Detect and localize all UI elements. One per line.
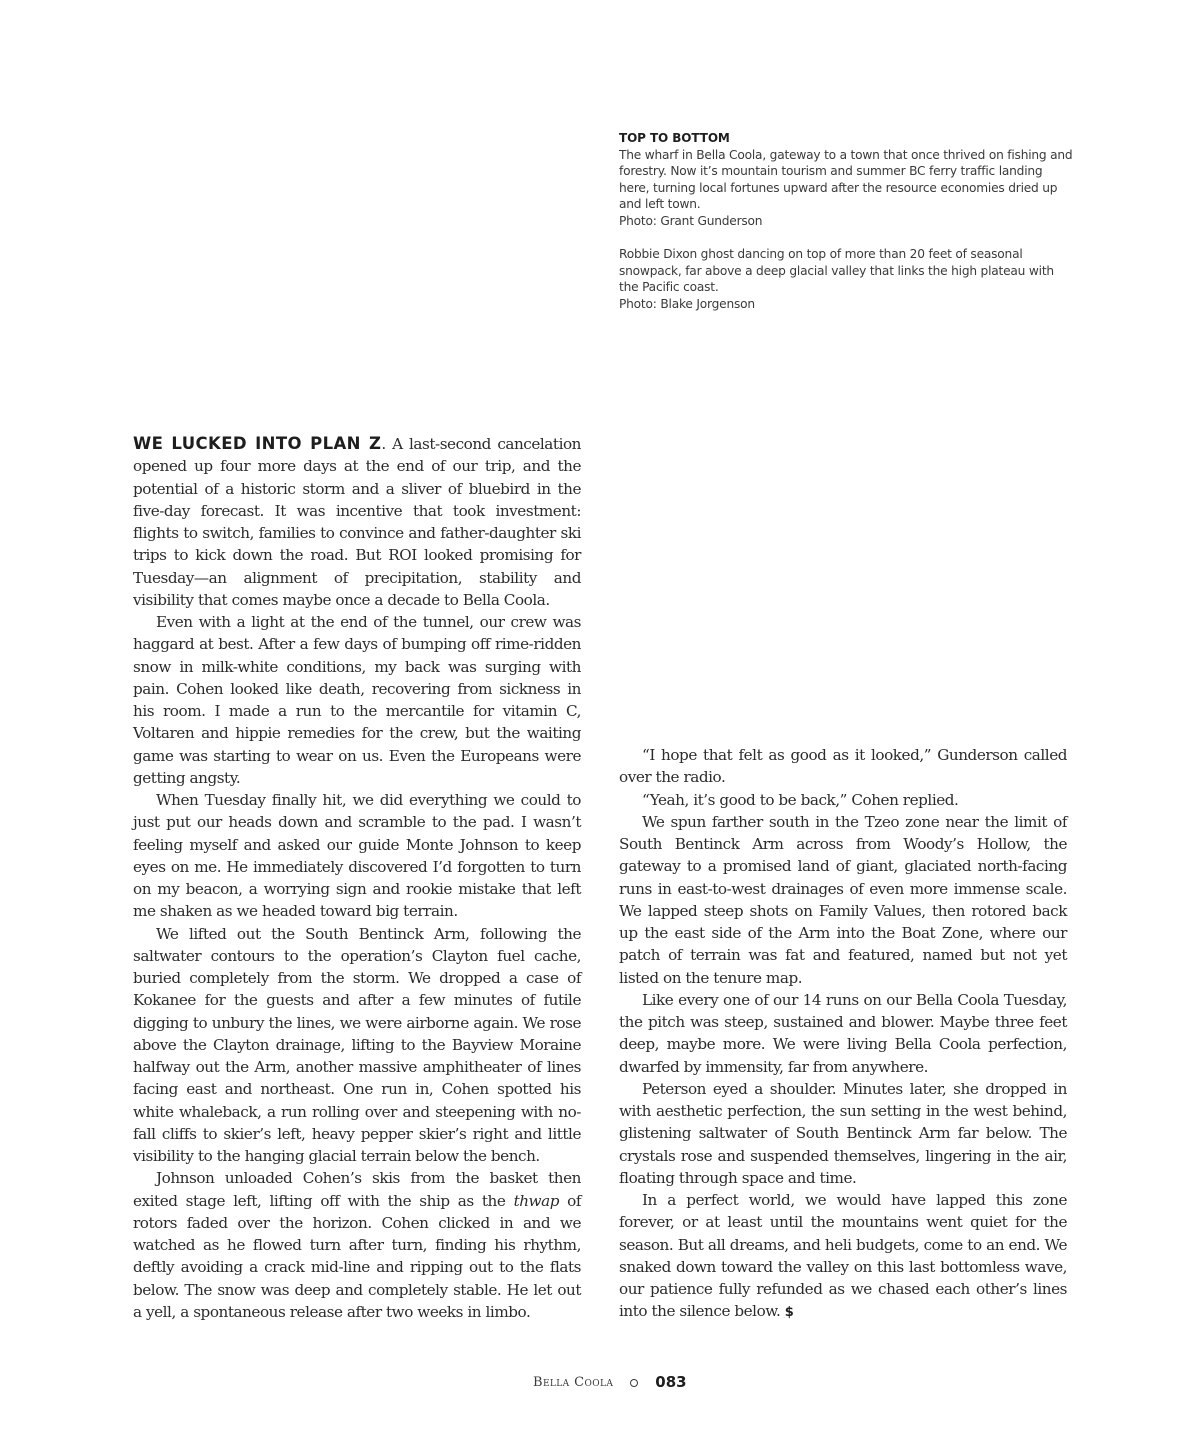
article-paragraph: [133, 433, 581, 611]
page-footer: [533, 1370, 687, 1394]
caption-heading: TOP TO BOTTOM: [619, 131, 730, 145]
paragraph-text: . A last-second cancelation opened up four more days at the end of our trip, and the potential of a historic storm and a sliver of bluebird in the five-day forecast. It was incentive that took investment: flights to switch, families to convince and father-daughter ski trips to kick down the road. But ROI looked promising for Tuesday—an alignment of precipitation, stability and visibility that comes maybe once a decade to Bella Coola.: [133, 435, 582, 609]
article-paragraph: Peterson eyed a shoulder. Minutes later, she dropped in with aesthetic perfection, the sun setting in the west behind, glistening saltwater of South Bentinck Arm far below. The crystals rose and suspended themselves, lingering in the air, floating through space and time.: [619, 1079, 1067, 1187]
article-paragraph: “Yeah, it’s good to be back,” Cohen replied.: [642, 790, 959, 809]
photo-credit: Photo: Blake Jorgenson: [619, 296, 755, 311]
article-paragraph: We lifted out the South Bentinck Arm, following the saltwater contours to the operation’s Clayton fuel cache, buried completely from the storm. We dropped a case of Kokanee for the guests and after a few minutes of futile digging to unbury the lines, we were airborne again. We rose above the Clayton drainage, lifting to the Bayview Moraine halfway out the Arm, another massive amphitheater of lines facing east and northeast. One run in, Cohen spotted his white whaleback, a run rolling over and steepening with no-fall cliffs to skier’s left, heavy pepper skier’s right and little visibility to the hanging glacial terrain below the bench.: [133, 924, 581, 1165]
bullet-separator-icon: [630, 1379, 638, 1387]
paragraph-text: of rotors faded over the horizon. Cohen clicked in and we watched as he flowed turn after turn, finding his rhythm, deftly avoiding a crack mid-line and ripping out to the flats below. The snow was deep and completely stable. He let out a yell, a spontaneous release after two weeks in limbo.: [133, 1191, 581, 1321]
paragraph-text: In a perfect world, we would have lapped this zone forever, or at least until the mountains went quiet for the season. But all dreams, and heli budgets, come to an end. We snaked down toward the valley on this last bottomless wave, our patience fully refunded as we chased each other’s lines into the silence below.: [619, 1191, 1067, 1321]
end-mark-icon: $: [784, 1305, 794, 1321]
paragraph-text: Johnson unloaded Cohen’s skis from the basket then exited stage left, lifting off with the ship as the: [133, 1169, 581, 1210]
section-name: Bella Coola: [533, 1374, 614, 1390]
caption-text: The wharf in Bella Coola, gateway to a town that once thrived on fishing and forestry. Now it’s mountain tourism and summer BC ferry traffic landing here, turning local fortunes upward after the resource economies dried up and left town.: [619, 147, 1073, 212]
photo-captions: [619, 130, 1074, 313]
caption-item-skier: [619, 246, 1074, 312]
article-paragraph: [133, 1167, 581, 1323]
italic-word: thwap: [513, 1191, 559, 1210]
photo-credit: Photo: Grant Gunderson: [619, 213, 763, 228]
article-column-right: [619, 744, 1067, 1325]
article-paragraph: [619, 1189, 1067, 1325]
article-paragraph: Even with a light at the end of the tunnel, our crew was haggard at best. After a few days of bumping off rime-ridden snow in milk-white conditions, my back was surging with pain. Cohen looked like death, recovering from sickness in his room. I made a run to the mercantile for vitamin C, Voltaren and hippie remedies for the crew, but the waiting game was starting to wear on us. Even the Europeans were getting angsty.: [133, 613, 581, 787]
article-paragraph: We spun farther south in the Tzeo zone near the limit of South Bentinck Arm across from Woody’s Hollow, the gateway to a promised land of giant, glaciated north-facing runs in east-to-west drainages of even more immense scale. We lapped steep shots on Family Values, then rotored back up the east side of the Arm into the Boat Zone, where our patch of terrain was fat and featured, named but not yet listed on the tenure map.: [619, 812, 1067, 987]
article-paragraph: “I hope that felt as good as it looked,” Gunderson called over the radio.: [619, 746, 1067, 787]
article-column-left: [133, 433, 581, 1323]
article-paragraph: When Tuesday finally hit, we did everything we could to just put our heads down and scramble to the pad. I wasn’t feeling myself and asked our guide Monte Johnson to keep eyes on me. He immediately discovered I’d forgotten to turn on my beacon, a worrying sign and rookie mistake that left me shaken as we headed toward big terrain.: [133, 791, 581, 921]
lead-in: WE LUCKED INTO PLAN Z: [133, 434, 382, 453]
page-number: 083: [655, 1373, 687, 1391]
article-paragraph: Like every one of our 14 runs on our Bella Coola Tuesday, the pitch was steep, sustained and blower. Maybe three feet deep, maybe more. We were living Bella Coola perfection, dwarfed by immensity, far from anywhere.: [619, 990, 1067, 1076]
caption-item-wharf: [619, 147, 1074, 230]
caption-text: Robbie Dixon ghost dancing on top of more than 20 feet of seasonal snowpack, far above a deep glacial valley that links the high plateau with the Pacific coast.: [619, 247, 1054, 295]
